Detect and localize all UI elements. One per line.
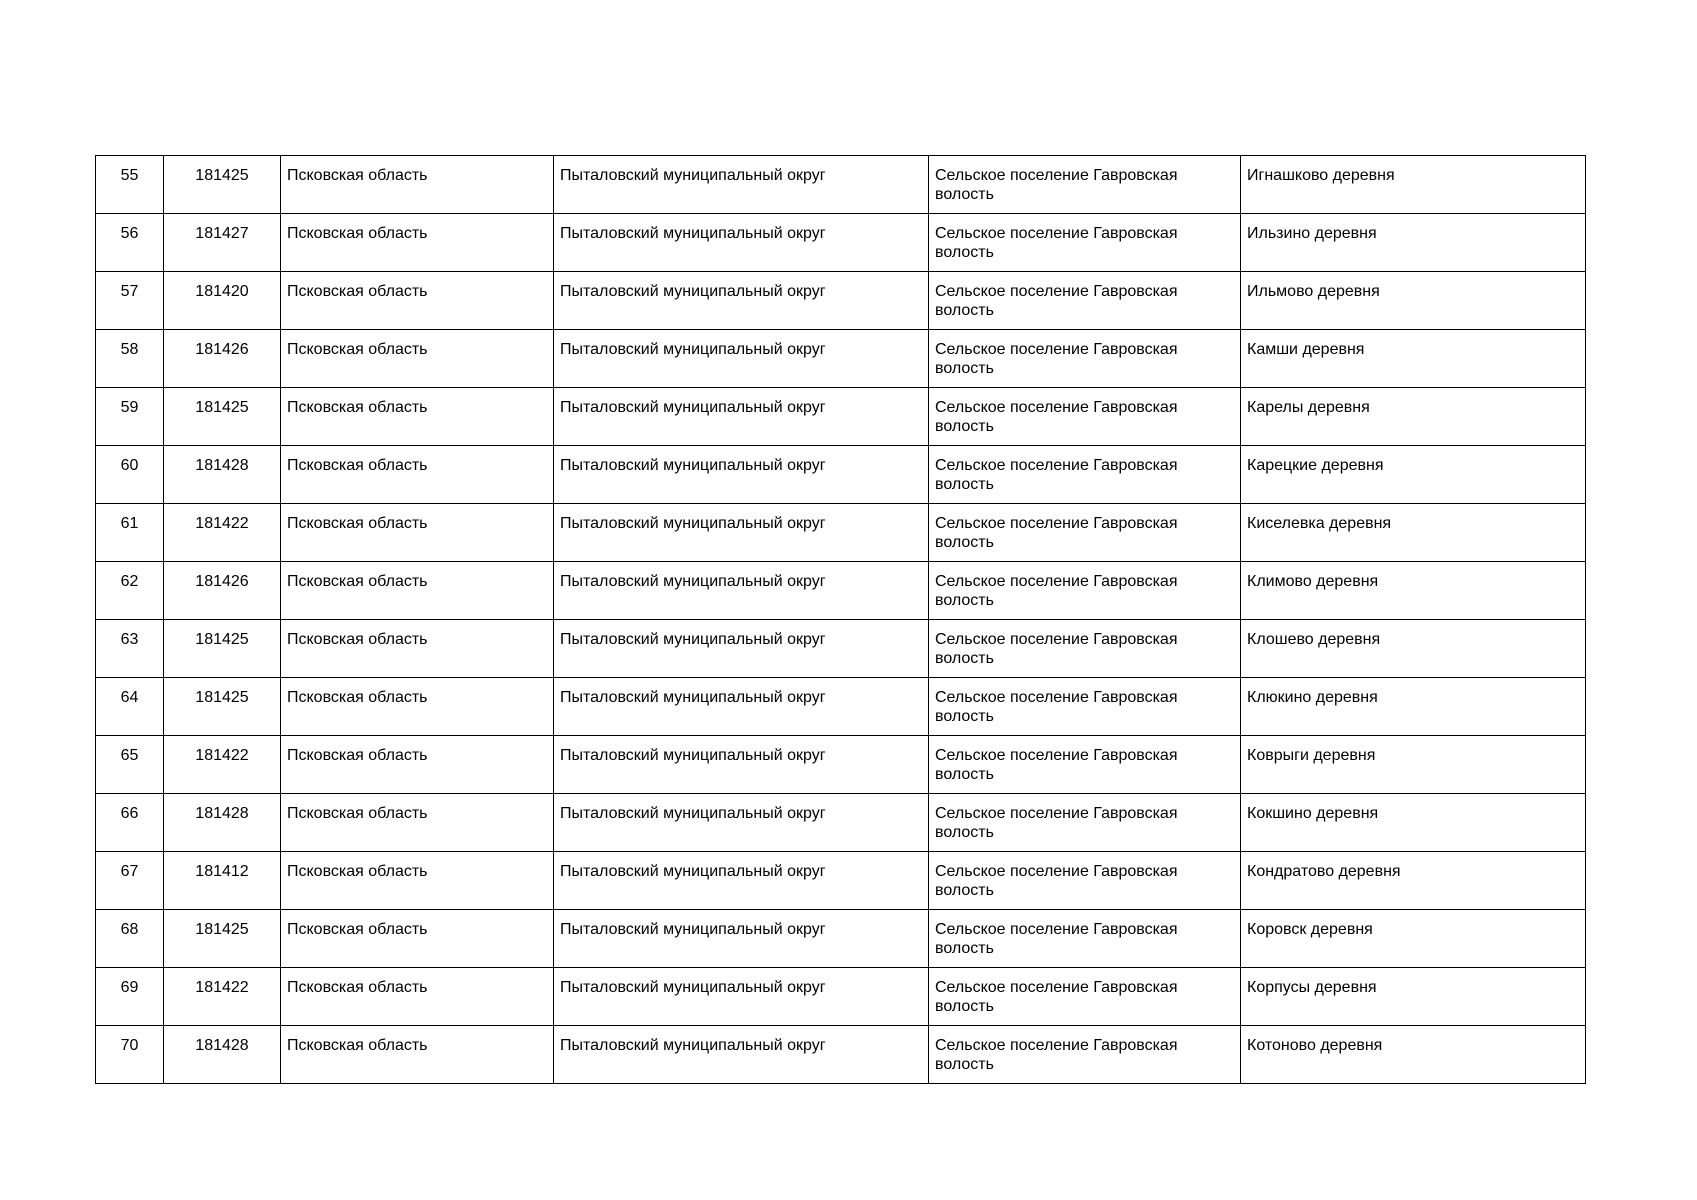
region-cell: Псковская область xyxy=(281,910,554,968)
settlements-table xyxy=(95,155,1586,1084)
locality-cell: Клюкино деревня xyxy=(1241,678,1586,736)
district-cell: Пыталовский муниципальный округ xyxy=(554,1026,929,1084)
row-number-cell: 58 xyxy=(96,330,164,388)
district-cell: Пыталовский муниципальный округ xyxy=(554,330,929,388)
district-cell: Пыталовский муниципальный округ xyxy=(554,968,929,1026)
postal-code-cell: 181422 xyxy=(164,504,281,562)
postal-code-cell: 181425 xyxy=(164,620,281,678)
postal-code-cell: 181412 xyxy=(164,852,281,910)
district-cell: Пыталовский муниципальный округ xyxy=(554,446,929,504)
region-cell: Псковская область xyxy=(281,678,554,736)
district-cell: Пыталовский муниципальный округ xyxy=(554,736,929,794)
locality-cell: Котоново деревня xyxy=(1241,1026,1586,1084)
locality-cell: Коврыги деревня xyxy=(1241,736,1586,794)
table-row xyxy=(96,620,1586,678)
postal-code-cell: 181426 xyxy=(164,330,281,388)
table-row xyxy=(96,446,1586,504)
table-row xyxy=(96,504,1586,562)
locality-cell: Ильзино деревня xyxy=(1241,214,1586,272)
table-row xyxy=(96,852,1586,910)
row-number-cell: 59 xyxy=(96,388,164,446)
table-body xyxy=(96,156,1586,1084)
district-cell: Пыталовский муниципальный округ xyxy=(554,156,929,214)
region-cell: Псковская область xyxy=(281,272,554,330)
postal-code-cell: 181425 xyxy=(164,910,281,968)
region-cell: Псковская область xyxy=(281,794,554,852)
locality-cell: Кондратово деревня xyxy=(1241,852,1586,910)
row-number-cell: 62 xyxy=(96,562,164,620)
region-cell: Псковская область xyxy=(281,968,554,1026)
locality-cell: Коровск деревня xyxy=(1241,910,1586,968)
region-cell: Псковская область xyxy=(281,214,554,272)
locality-cell: Киселевка деревня xyxy=(1241,504,1586,562)
settlement-cell: Сельское поселение Гавровская волость xyxy=(929,272,1241,330)
row-number-cell: 61 xyxy=(96,504,164,562)
postal-code-cell: 181427 xyxy=(164,214,281,272)
postal-code-cell: 181425 xyxy=(164,156,281,214)
row-number-cell: 69 xyxy=(96,968,164,1026)
table-row xyxy=(96,214,1586,272)
district-cell: Пыталовский муниципальный округ xyxy=(554,388,929,446)
district-cell: Пыталовский муниципальный округ xyxy=(554,620,929,678)
district-cell: Пыталовский муниципальный округ xyxy=(554,678,929,736)
table-row xyxy=(96,156,1586,214)
row-number-cell: 68 xyxy=(96,910,164,968)
region-cell: Псковская область xyxy=(281,504,554,562)
locality-cell: Кокшино деревня xyxy=(1241,794,1586,852)
table-row xyxy=(96,968,1586,1026)
table-row xyxy=(96,388,1586,446)
row-number-cell: 55 xyxy=(96,156,164,214)
table-row xyxy=(96,736,1586,794)
table-row xyxy=(96,1026,1586,1084)
locality-cell: Карецкие деревня xyxy=(1241,446,1586,504)
postal-code-cell: 181426 xyxy=(164,562,281,620)
district-cell: Пыталовский муниципальный округ xyxy=(554,562,929,620)
postal-code-cell: 181428 xyxy=(164,794,281,852)
region-cell: Псковская область xyxy=(281,330,554,388)
postal-code-cell: 181422 xyxy=(164,736,281,794)
locality-cell: Ильмово деревня xyxy=(1241,272,1586,330)
settlement-cell: Сельское поселение Гавровская волость xyxy=(929,678,1241,736)
table-row xyxy=(96,794,1586,852)
settlement-cell: Сельское поселение Гавровская волость xyxy=(929,910,1241,968)
row-number-cell: 67 xyxy=(96,852,164,910)
postal-code-cell: 181425 xyxy=(164,678,281,736)
row-number-cell: 56 xyxy=(96,214,164,272)
region-cell: Псковская область xyxy=(281,388,554,446)
locality-cell: Клошево деревня xyxy=(1241,620,1586,678)
locality-cell: Корпусы деревня xyxy=(1241,968,1586,1026)
region-cell: Псковская область xyxy=(281,446,554,504)
table-row xyxy=(96,272,1586,330)
district-cell: Пыталовский муниципальный округ xyxy=(554,504,929,562)
table-row xyxy=(96,330,1586,388)
row-number-cell: 70 xyxy=(96,1026,164,1084)
settlement-cell: Сельское поселение Гавровская волость xyxy=(929,156,1241,214)
region-cell: Псковская область xyxy=(281,1026,554,1084)
locality-cell: Карелы деревня xyxy=(1241,388,1586,446)
postal-code-cell: 181425 xyxy=(164,388,281,446)
region-cell: Псковская область xyxy=(281,156,554,214)
row-number-cell: 63 xyxy=(96,620,164,678)
row-number-cell: 65 xyxy=(96,736,164,794)
row-number-cell: 64 xyxy=(96,678,164,736)
table-row xyxy=(96,910,1586,968)
postal-code-cell: 181420 xyxy=(164,272,281,330)
settlement-cell: Сельское поселение Гавровская волость xyxy=(929,330,1241,388)
settlement-cell: Сельское поселение Гавровская волость xyxy=(929,620,1241,678)
postal-code-cell: 181428 xyxy=(164,446,281,504)
row-number-cell: 60 xyxy=(96,446,164,504)
settlement-cell: Сельское поселение Гавровская волость xyxy=(929,446,1241,504)
district-cell: Пыталовский муниципальный округ xyxy=(554,910,929,968)
locality-cell: Климово деревня xyxy=(1241,562,1586,620)
settlement-cell: Сельское поселение Гавровская волость xyxy=(929,852,1241,910)
region-cell: Псковская область xyxy=(281,852,554,910)
region-cell: Псковская область xyxy=(281,562,554,620)
row-number-cell: 66 xyxy=(96,794,164,852)
locality-cell: Игнашково деревня xyxy=(1241,156,1586,214)
settlement-cell: Сельское поселение Гавровская волость xyxy=(929,504,1241,562)
settlement-cell: Сельское поселение Гавровская волость xyxy=(929,736,1241,794)
region-cell: Псковская область xyxy=(281,736,554,794)
table-row xyxy=(96,678,1586,736)
settlement-cell: Сельское поселение Гавровская волость xyxy=(929,562,1241,620)
table-row xyxy=(96,562,1586,620)
district-cell: Пыталовский муниципальный округ xyxy=(554,852,929,910)
settlement-cell: Сельское поселение Гавровская волость xyxy=(929,1026,1241,1084)
settlement-cell: Сельское поселение Гавровская волость xyxy=(929,968,1241,1026)
region-cell: Псковская область xyxy=(281,620,554,678)
row-number-cell: 57 xyxy=(96,272,164,330)
district-cell: Пыталовский муниципальный округ xyxy=(554,214,929,272)
settlement-cell: Сельское поселение Гавровская волость xyxy=(929,388,1241,446)
district-cell: Пыталовский муниципальный округ xyxy=(554,794,929,852)
district-cell: Пыталовский муниципальный округ xyxy=(554,272,929,330)
locality-cell: Камши деревня xyxy=(1241,330,1586,388)
postal-code-cell: 181428 xyxy=(164,1026,281,1084)
settlement-cell: Сельское поселение Гавровская волость xyxy=(929,794,1241,852)
settlement-cell: Сельское поселение Гавровская волость xyxy=(929,214,1241,272)
postal-code-cell: 181422 xyxy=(164,968,281,1026)
